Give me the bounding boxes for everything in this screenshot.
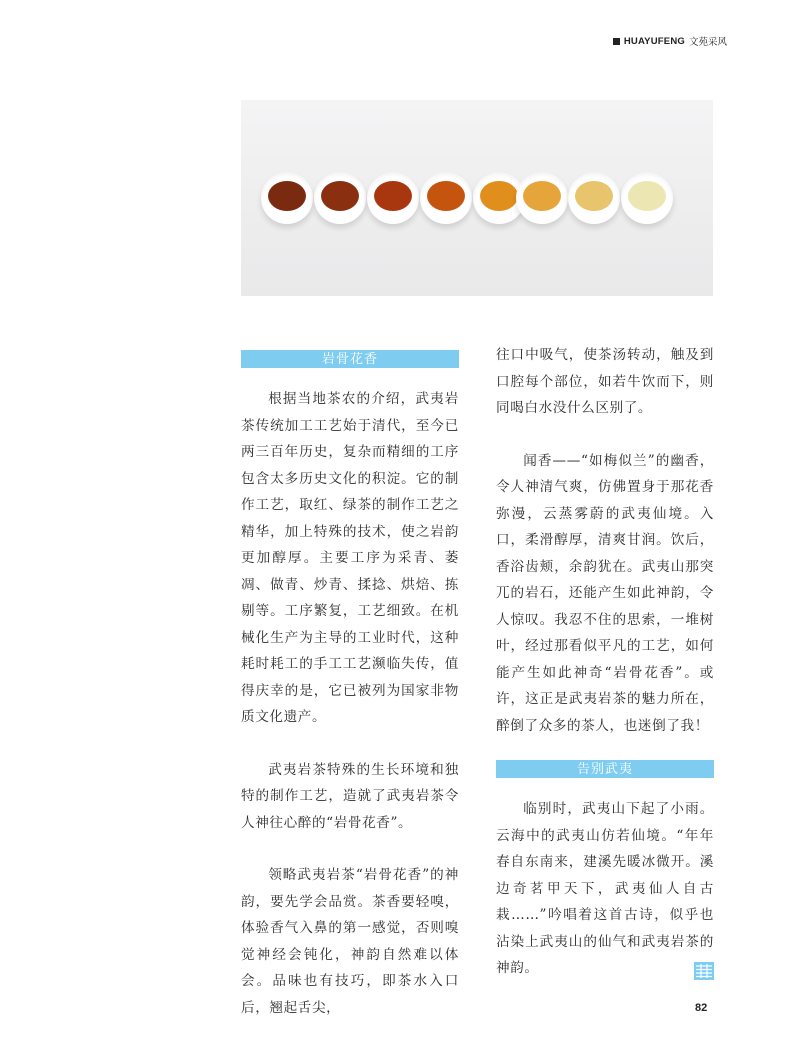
header-column-name: 文苑采风	[688, 37, 727, 48]
tea-cup-6	[516, 172, 568, 224]
section-title-gaobie-wuyi: 告别武夷	[496, 760, 714, 778]
paragraph-continued: 往口中吸气，使茶汤转动，触及到口腔每个部位，如若牛饮而下，则同喝白水没什么区别了。	[496, 347, 714, 416]
paragraph: 根据当地茶农的介绍，武夷岩茶传统加工工艺始于清代，至今已两三百年历史，复杂而精细的工序包含太多历史文化的积淀。它的制作工艺，取红、绿茶的制作工艺之精华，加上特殊的技术，使之岩韵更加醇厚。主要工序为采青、萎凋、做青、炒青、揉捻、烘焙、拣剔等。工序繁复，工艺细致。在机械化生产为主导的工业时代，这种耗时耗工的手工工艺濒临失传，值得庆幸的是，它已被列为国家非物质文化遗产。	[241, 391, 459, 725]
tea-cup-1	[261, 172, 313, 224]
section-title-yangu-huaxiang: 岩骨花香	[241, 350, 459, 368]
tea-cup-7	[568, 172, 620, 224]
paragraph: 领略武夷岩茶“岩骨花香”的神韵，要先学会品赏。茶香要轻嗅，体验香气入鼻的第一感觉，否则嗅觉神经会钝化，神韵自然难以体会。品味也有技巧，即茶水入口后，翘起舌尖，	[241, 867, 459, 1016]
left-column-text	[241, 386, 459, 1021]
paragraph: 临别时，武夷山下起了小雨。云海中的武夷山仿若仙境。“年年春自东南来，建溪先暖冰微开。溪边奇茗甲天下，武夷仙人自古栽……”吟唱着这首古诗，似乎也沾染上武夷山的仙气和武夷岩茶的神韵。	[496, 801, 714, 976]
right-column-text-bottom	[496, 796, 714, 982]
tea-cups-photo	[241, 100, 713, 296]
right-column-text-top	[496, 342, 714, 739]
tea-cup-3	[367, 172, 419, 224]
square-bullet-icon	[613, 38, 620, 45]
header-brand: HUAYUFENG	[623, 35, 685, 47]
tea-cup-2	[314, 172, 366, 224]
tea-cup-8	[621, 172, 673, 224]
magazine-logo-icon	[694, 962, 714, 980]
running-header	[613, 34, 727, 48]
page-number: 82	[695, 1002, 708, 1014]
paragraph: 武夷岩茶特殊的生长环境和独特的制作工艺，造就了武夷岩茶令人神往心醉的“岩骨花香”。	[241, 761, 459, 831]
tea-cup-4	[420, 172, 472, 224]
paragraph: 闻香——“如梅似兰”的幽香，令人神清气爽，仿佛置身于那花香弥漫，云蒸雾蔚的武夷仙境。入口，柔滑醇厚，清爽甘润。饮后，香浴齿颊，余韵犹在。武夷山那突兀的岩石，还能产生如此神韵，令人惊叹。我忍不住的思索，一堆树叶，经过那看似平凡的工艺，如何能产生如此神奇“岩骨花香”。或许，这正是武夷岩茶的魅力所在，醉倒了众多的茶人，也迷倒了我！	[496, 452, 714, 734]
